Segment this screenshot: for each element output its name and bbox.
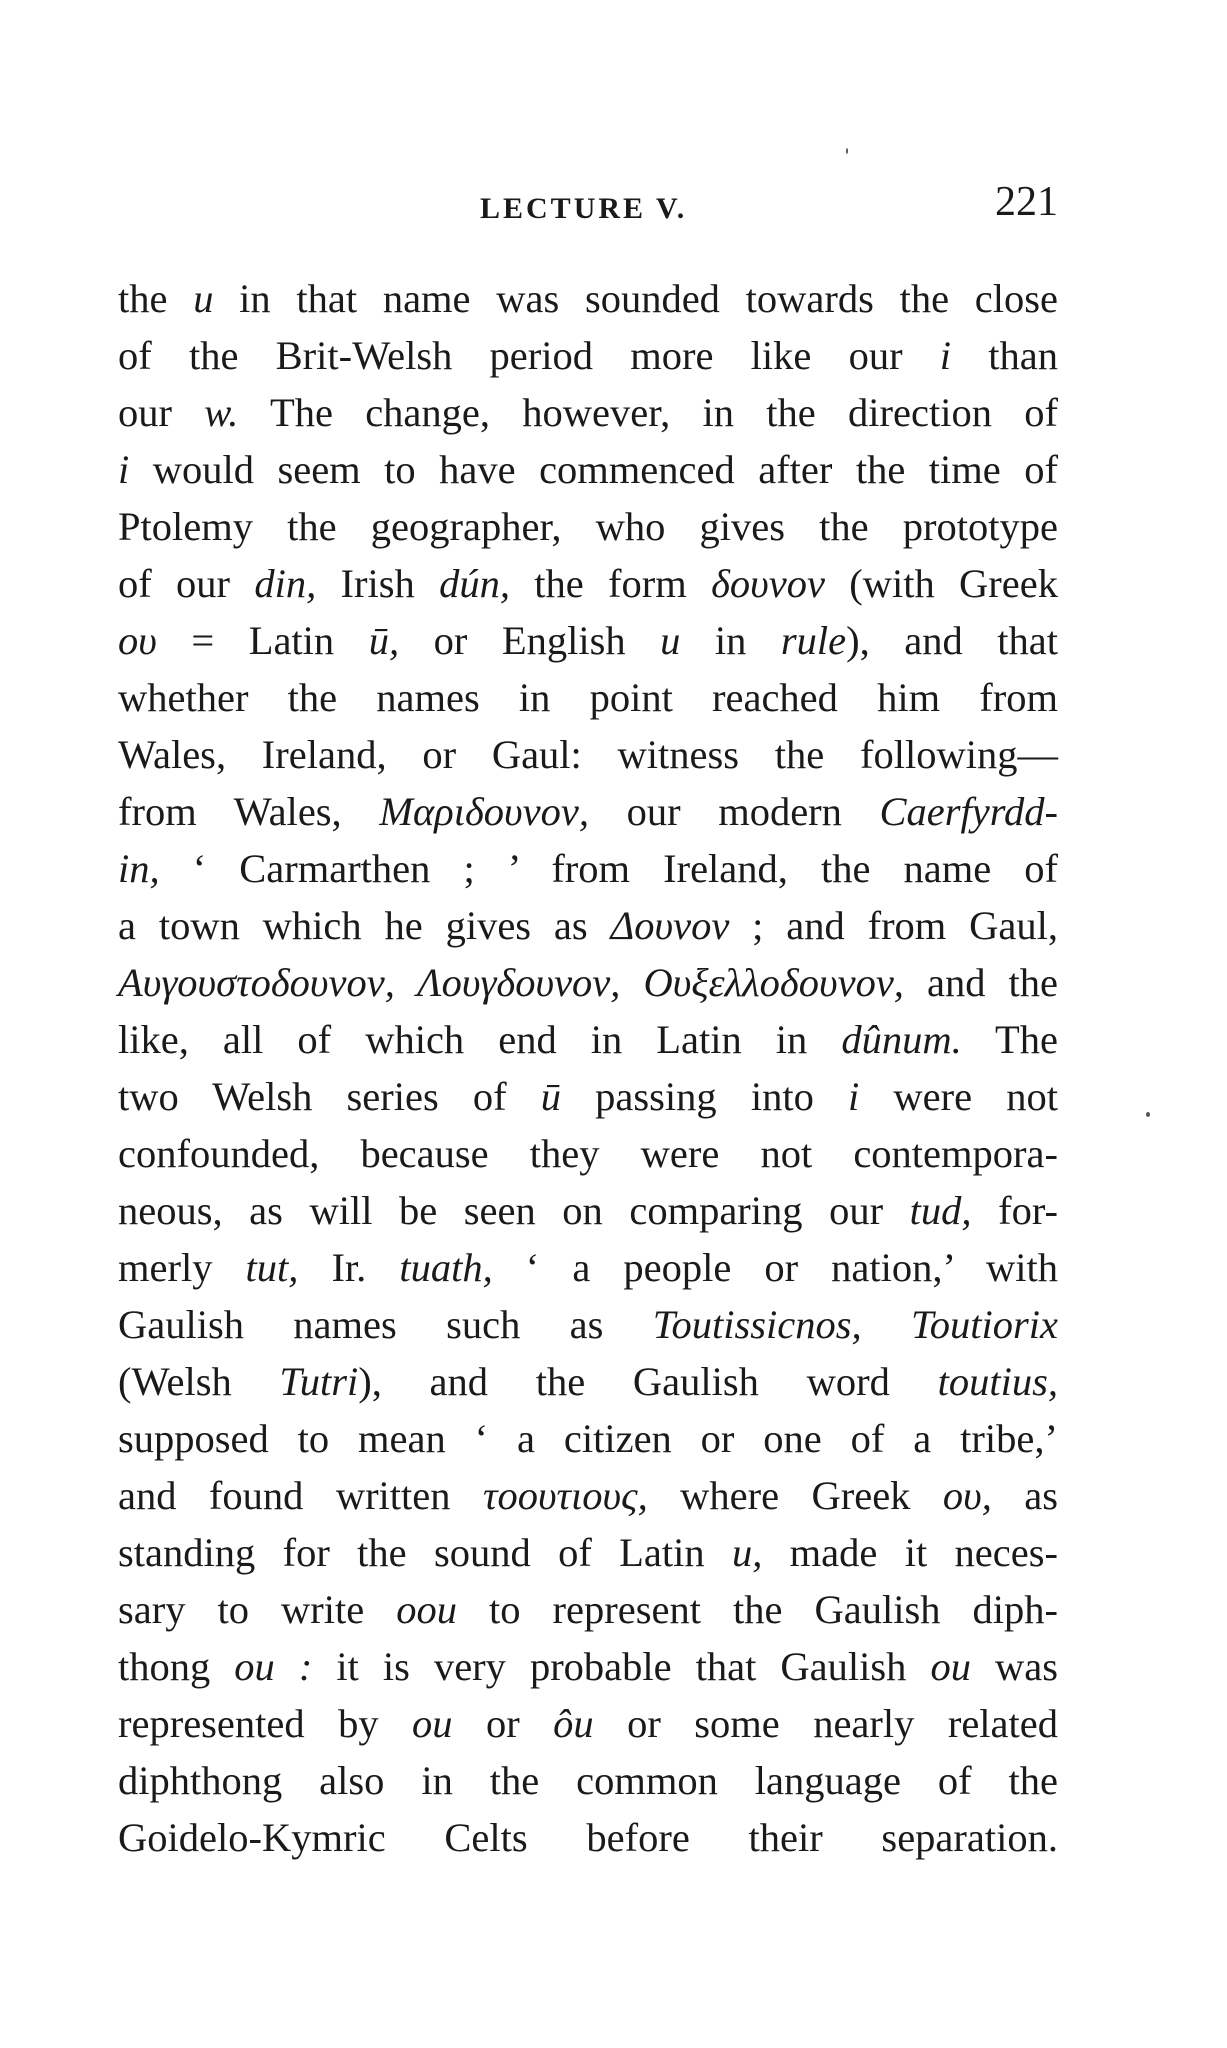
italic-run: u, (731, 1530, 763, 1575)
running-head-title: LECTURE V. (480, 192, 688, 225)
text-run: = Latin (156, 618, 369, 663)
text-run: than (951, 333, 1058, 378)
text-run: Wales, Ireland, or Gaul: witness the following— (118, 732, 1058, 777)
italic-run: ū (540, 1074, 562, 1119)
text-run: merly (118, 1245, 246, 1290)
italic-run: i (118, 447, 130, 492)
italic-run: i (847, 1074, 860, 1119)
text-run: Ir. (298, 1245, 400, 1290)
text-line (118, 1239, 1058, 1296)
text-run: neous, as will be seen on comparing our (118, 1188, 910, 1233)
text-line (118, 1353, 1058, 1410)
text-run: it is very probable that Gaulish (312, 1644, 931, 1689)
text-run: in that name was sounded towards the close (213, 276, 1058, 321)
text-run: and the (903, 960, 1058, 1005)
print-speck (1146, 1112, 1150, 1117)
text-run: Irish (316, 561, 440, 606)
text-run: our (118, 390, 205, 435)
text-run: or English (399, 618, 661, 663)
italic-run: Δουνον (610, 903, 730, 948)
text-run: in (680, 618, 781, 663)
italic-run: u (193, 276, 214, 321)
text-run: of the Brit-Welsh period more like our (118, 333, 940, 378)
text-run: supposed to mean ‘ a citizen or one of a tribe,’ (118, 1416, 1058, 1461)
text-run: made it neces- (762, 1530, 1058, 1575)
italic-run: in, (118, 846, 160, 891)
text-run: The change, however, in the direction of (238, 390, 1058, 435)
text-line (118, 1638, 1058, 1695)
italic-run: din, (254, 561, 317, 606)
text-line (118, 726, 1058, 783)
text-line (118, 612, 1058, 669)
text-run: Ptolemy the geographer, who gives the prototype (118, 504, 1058, 549)
text-run: or some nearly related (593, 1701, 1058, 1746)
italic-run: tut, (245, 1245, 299, 1290)
text-run: confounded, because they were not contempora- (118, 1131, 1058, 1176)
italic-run: u (660, 618, 681, 663)
text-run: ), and the Gaulish word (358, 1359, 938, 1404)
text-run: like, all of which end in Latin in (118, 1017, 842, 1062)
text-run: and found written (118, 1473, 483, 1518)
body-text (118, 270, 1058, 1866)
text-line (118, 954, 1058, 1011)
italic-run: w. (204, 390, 239, 435)
italic-run: Αυγουστοδουνον, Λουγδουνον, Ουξελλοδουνον, (118, 960, 904, 1005)
text-run: for- (971, 1188, 1058, 1233)
text-run: from Wales, (118, 789, 380, 834)
italic-run: Tutri (279, 1359, 359, 1404)
text-run: the form (509, 561, 712, 606)
italic-run: ou (930, 1644, 971, 1689)
text-line (118, 1410, 1058, 1467)
text-run: Goidelo-Kymric Celts before their separation. (118, 1815, 1058, 1860)
text-line (118, 669, 1058, 726)
italic-run: tud, (909, 1188, 972, 1233)
text-line (118, 1068, 1058, 1125)
text-run: ‘ a people or nation,’ with (492, 1245, 1058, 1290)
text-line (118, 1752, 1058, 1809)
text-line (118, 897, 1058, 954)
text-line (118, 1467, 1058, 1524)
text-run: sary to write (118, 1587, 397, 1632)
text-line (118, 1581, 1058, 1638)
text-run: (Welsh (118, 1359, 280, 1404)
italic-run: dún, (439, 561, 510, 606)
italic-run: tuath, (399, 1245, 493, 1290)
text-run: thong (118, 1644, 235, 1689)
text-run: our modern (588, 789, 880, 834)
text-run: whether the names in point reached him from (118, 675, 1058, 720)
italic-run: ou : (234, 1644, 313, 1689)
text-run: as (991, 1473, 1058, 1518)
text-line (118, 270, 1058, 327)
italic-run: toutius, (937, 1359, 1058, 1404)
italic-run: dûnum. (841, 1017, 962, 1062)
text-run: were not (859, 1074, 1058, 1119)
italic-run: ôu (553, 1701, 594, 1746)
text-line (118, 1125, 1058, 1182)
text-line (118, 840, 1058, 897)
italic-run: ου (118, 618, 157, 663)
text-run: two Welsh series of (118, 1074, 541, 1119)
italic-run: δουνον (711, 561, 825, 606)
text-line (118, 1182, 1058, 1239)
text-run: represented by (118, 1701, 413, 1746)
running-head (118, 178, 1058, 234)
italic-run: τοουτιους, (482, 1473, 648, 1518)
text-line (118, 1524, 1058, 1581)
print-speck (846, 148, 848, 154)
text-run: the (118, 276, 194, 321)
italic-run: Caerfyrdd- (879, 789, 1058, 834)
text-run: would seem to have commenced after the time of (129, 447, 1058, 492)
text-line (118, 555, 1058, 612)
text-line (118, 1011, 1058, 1068)
text-run: passing into (561, 1074, 848, 1119)
text-run: The (961, 1017, 1059, 1062)
text-run: to represent the Gaulish diph- (457, 1587, 1058, 1632)
text-run: of our (118, 561, 255, 606)
italic-run: ou (412, 1701, 453, 1746)
italic-run: oou (396, 1587, 458, 1632)
italic-run: rule (780, 618, 847, 663)
text-line (118, 783, 1058, 840)
page-number: 221 (995, 179, 1058, 225)
text-run: or (452, 1701, 554, 1746)
italic-run: ū, (368, 618, 400, 663)
italic-run: Toutissicnos, Toutiorix (652, 1302, 1058, 1347)
text-line (118, 327, 1058, 384)
text-run: diphthong also in the common language of the (118, 1758, 1058, 1803)
text-run: Gaulish names such as (118, 1302, 653, 1347)
italic-run: i (939, 333, 952, 378)
text-run: a town which he gives as (118, 903, 611, 948)
text-line (118, 498, 1058, 555)
italic-run: ου, (942, 1473, 992, 1518)
text-run: ), and that (846, 618, 1058, 663)
italic-run: Μαριδουνον, (379, 789, 589, 834)
text-run: standing for the sound of Latin (118, 1530, 732, 1575)
text-run: was (970, 1644, 1058, 1689)
text-line (118, 441, 1058, 498)
text-run: ‘ Carmarthen ; ’ from Ireland, the name of (159, 846, 1058, 891)
text-line (118, 1809, 1058, 1866)
text-run: where Greek (647, 1473, 943, 1518)
text-line (118, 1695, 1058, 1752)
text-run: ; and from Gaul, (729, 903, 1059, 948)
text-line (118, 1296, 1058, 1353)
text-line (118, 384, 1058, 441)
text-run: (with Greek (824, 561, 1058, 606)
